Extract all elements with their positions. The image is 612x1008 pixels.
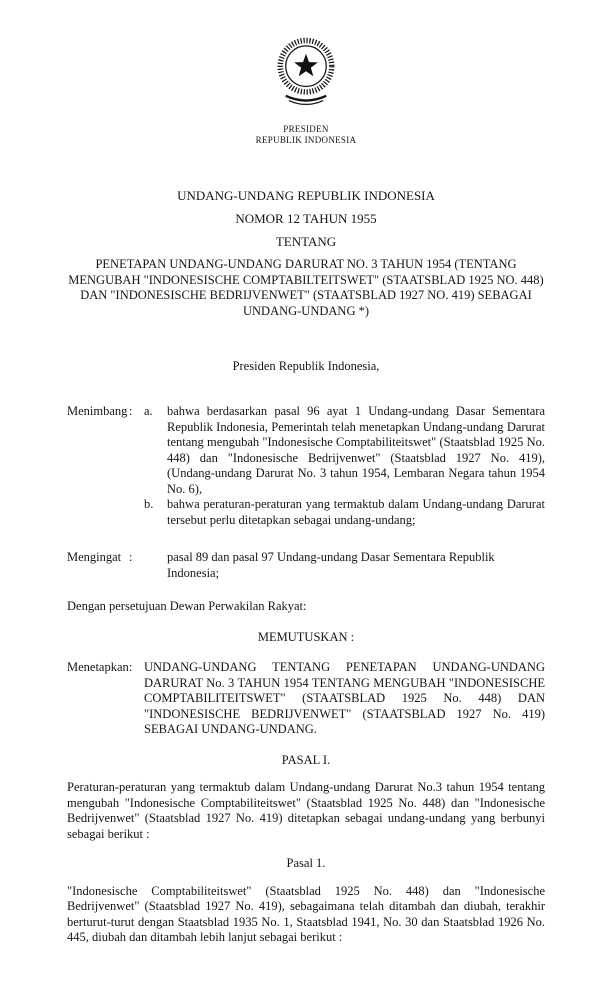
title-line-3: TENTANG [275,234,337,249]
agreement-line: Dengan persetujuan Dewan Perwakilan Rakyat: [67,599,307,613]
item-a-marker: a. [144,404,153,418]
presidential-star-emblem-icon [267,33,345,120]
item-a-text: bahwa berdasarkan pasal 96 ayat 1 Undang-undang Dasar Sementara Republik Indonesia, Pemerintah telah menetapkan Undang-undang Darurat tentang mengubah "Indonesische Comptabiliteitswet" (Staatsblad 1925 No. 448) dan "Indonesische Bedrijvenwet" (Staatsblad 1927 No. 419), (Undang-undang Darurat No. 3 tahun 1954, Lembaran Negara tahun 1954 No. 6), [167,404,545,496]
mengingat-text: pasal 89 dan pasal 97 Undang-undang Dasar Sementara Republik Indonesia; [167,550,495,580]
menimbang-body [144,404,545,528]
menetapkan-text: UNDANG-UNDANG TENTANG PENETAPAN UNDANG-UNDANG DARURAT No. 3 TAHUN 1954 TENTANG MENGUBAH "INDONESISCHE COMPTABILITEITSWET" (STAATSBLAD 1925 No. 448) DAN "INDONESISCHE BEDRIJVENWET" (STAATSBLAD 1927 No. 419) SEBAGAI UNDANG-UNDANG. [144,660,545,736]
opening-line: Presiden Republik Indonesia, [232,359,380,373]
menetapkan-section [67,660,545,738]
header-presiden: PRESIDEN [283,124,329,134]
mengingat-colon: : [129,550,133,564]
menimbang-label: Menimbang [67,404,128,418]
menimbang-item-a [144,404,545,497]
item-b-marker: b. [144,497,154,511]
memutuskan-heading: MEMUTUSKAN : [257,629,355,644]
title-line-1: UNDANG-UNDANG REPUBLIK INDONESIA [177,188,435,203]
menimbang-section [67,404,545,528]
title-subject: PENETAPAN UNDANG-UNDANG DARURAT NO. 3 TAHUN 1954 (TENTANG MENGUBAH "INDONESISCHE COMPTABILTEITSWET" (STAATSBLAD 1925 NO. 448) DAN "INDONESISCHE BEDRIJVENWET" (STAATSBLAD 1927 NO. 419) SEBAGAI UNDANG-UNDANG *) [68,257,544,318]
header-republik-indonesia: REPUBLIK INDONESIA [255,135,357,145]
menimbang-colon: : [129,404,133,418]
menetapkan-colon: : [129,660,133,674]
pasal-1-heading: Pasal 1. [286,856,326,870]
document-title-block [67,188,545,319]
pasal-i-body: Peraturan-peraturan yang termaktub dalam Undang-undang Darurat No.3 tahun 1954 tentang mengubah "Indonesische Comptabiliteitswet" (Staatsblad 1925 No. 448) dan "Indonesische Bedrijvenwet" (Staatsblad 1927 No. 419) ditetapkan sebagai undang-undang yang berbunyi sebagai berikut : [67,780,545,841]
item-b-text: bahwa peraturan-peraturan yang termaktub dalam Undang-undang Darurat tersebut perlu ditetapkan sebagai undang-undang; [167,497,545,527]
document-header [67,33,545,146]
mengingat-section [67,550,545,581]
title-line-2: NOMOR 12 TAHUN 1955 [235,211,377,226]
menimbang-item-b [144,497,545,528]
mengingat-label: Mengingat [67,550,122,564]
menetapkan-label: Menetapkan [67,660,129,674]
pasal-i-heading: PASAL I. [281,752,331,767]
pasal-1-body: "Indonesische Comptabiliteitswet" (Staatsblad 1925 No. 448) dan "Indonesische Bedrijvenwet" (Staatsblad 1927 No. 419), sebagaimana telah ditambah dan diubah, terakhir berturut-turut dengan Staatsblad 1935 No. 1, Staatsblad 1941, No. 30 dan Staatsblad 1926 No. 445, diubah dan ditambah lebih lanjut sebagai berikut : [67,883,545,944]
